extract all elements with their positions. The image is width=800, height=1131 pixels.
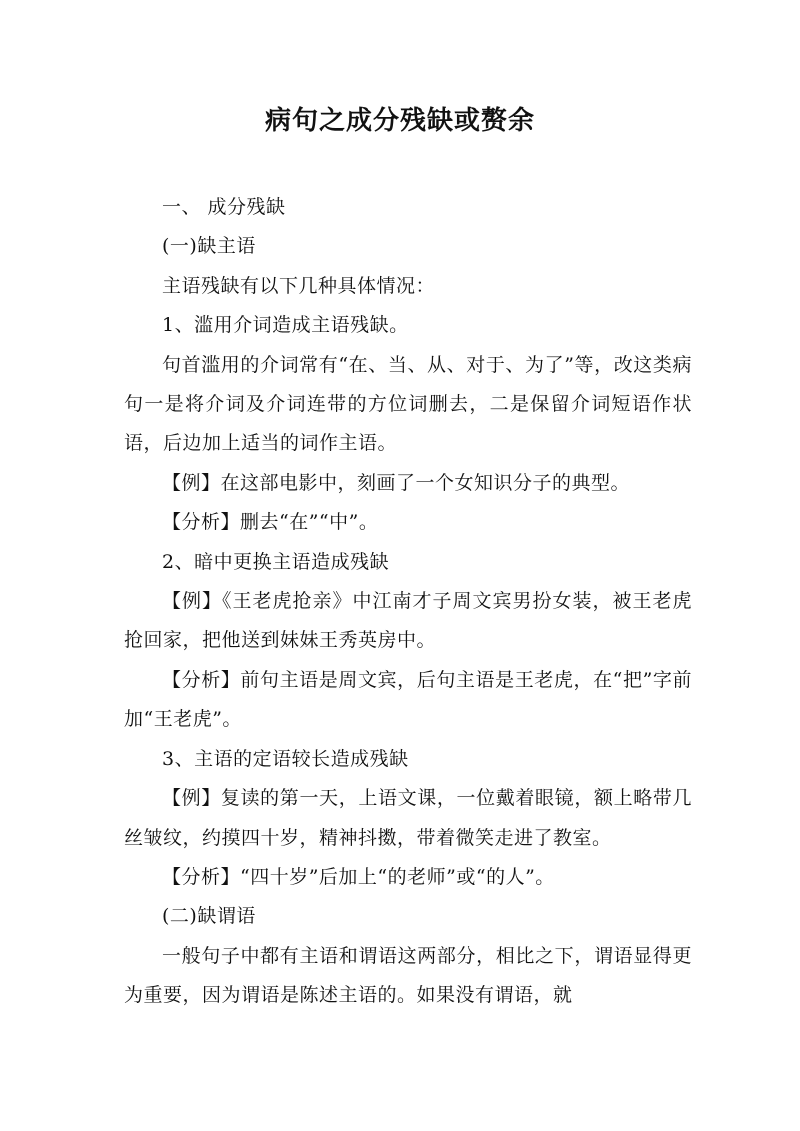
analysis-paragraph: 【分析】删去“在”“中”。 [162, 511, 379, 534]
analysis-paragraph: 【分析】前句主语是周文宾，后句主语是王老虎，在“把”字前加“王老虎”。 [124, 668, 692, 731]
section-heading: 一、 成分残缺 [162, 196, 286, 218]
example-paragraph: 【例】《王老虎抢亲》中江南才子周文宾男扮女装，被王老虎抢回家，把他送到妹妹王秀英房中。 [124, 590, 692, 652]
analysis-paragraph: 【分析】“四十岁”后加上“的老师”或“的人”。 [162, 865, 555, 888]
document-title: 病句之成分残缺或赘余 [264, 106, 535, 136]
paragraph: 主语残缺有以下几种具体情况： [162, 274, 436, 297]
paragraph: 一般句子中都有主语和谓语这两部分，相比之下，谓语显得更为重要，因为谓语是陈述主语的。如果没有谓语，就 [124, 944, 692, 1007]
subsection-heading: (一)缺主语 [162, 235, 256, 258]
example-paragraph: 【例】复读的第一天，上语文课，一位戴着眼镜，额上略带几丝皱纹，约摸四十岁，精神抖擞，带着微笑走进了教室。 [124, 787, 692, 849]
numbered-item: 3、主语的定语较长造成残缺 [162, 747, 409, 770]
paragraph: 句首滥用的介词常有“在、当、从、对于、为了”等，改这类病句一是将介词及介词连带的方位词删去，二是保留介词短语作状语，后边加上适当的词作主语。 [124, 353, 692, 455]
numbered-item: 1、滥用介词造成主语残缺。 [162, 314, 409, 337]
numbered-item: 2、暗中更换主语造成残缺 [162, 550, 390, 573]
document-body [124, 188, 692, 1016]
subsection-heading: (二)缺谓语 [162, 905, 256, 928]
example-paragraph: 【例】在这部电影中，刻画了一个女知识分子的典型。 [162, 471, 631, 494]
